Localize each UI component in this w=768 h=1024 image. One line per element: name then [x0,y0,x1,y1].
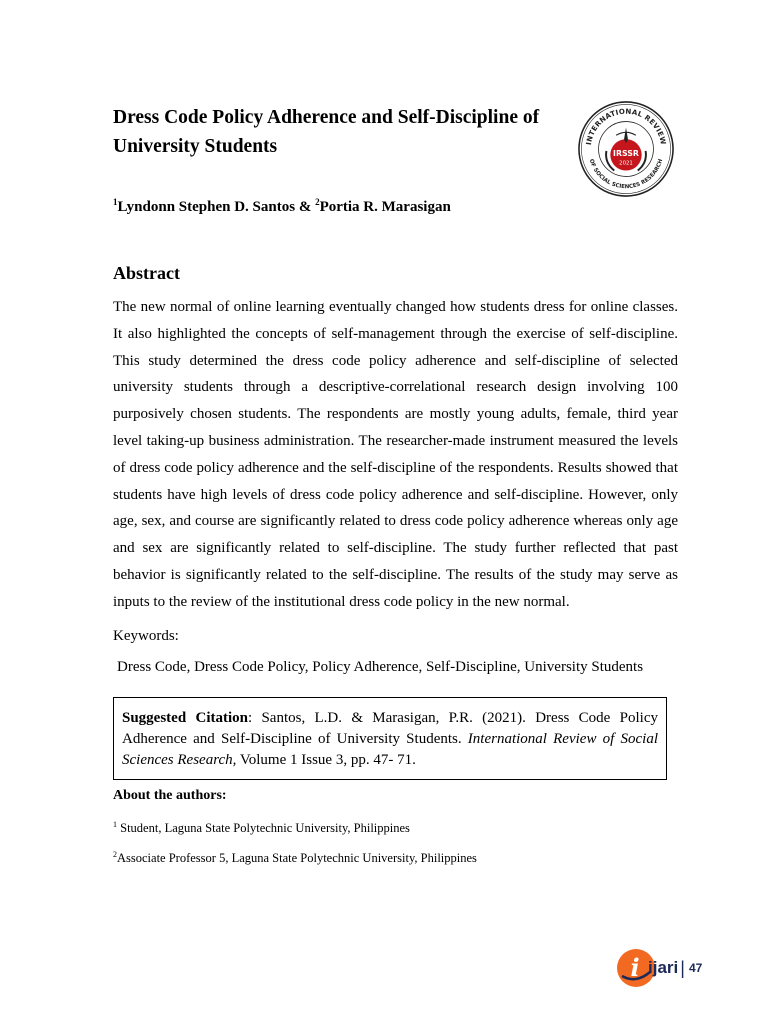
svg-text:i: i [630,953,640,982]
citation-text-a: : Santos, L.D. & Marasigan, P.R. (2021). Dress Code Policy Adherence and Self-Discipline of University Students. [122,710,658,747]
svg-text:IRSSR: IRSSR [613,148,639,158]
paper-title: Dress Code Policy Adherence and Self-Discipline of University Students [113,107,540,157]
about-authors-heading: About the authors: [113,788,227,803]
citation-label: Suggested Citation [122,710,248,726]
journal-seal-logo [577,100,675,198]
footer-separator: | [680,957,685,978]
author1-mark: 1 [113,197,118,207]
affiliation-1-mark: 1 [113,820,117,829]
affiliation-1: $^1$ Student, Laguna State Polytechnic University, Philippines [113,820,410,836]
citation-text-b: Volume 1 Issue 3, pp. 47- 71. [236,752,416,768]
author-line [113,197,451,216]
suggested-citation-box [113,697,667,780]
svg-text:INTERNATIONAL REVIEW: INTERNATIONAL REVIEW [583,106,669,146]
svg-text:OF SOCIAL SCIENCES RESEARCH: OF SOCIAL SCIENCES RESEARCH [587,158,665,191]
abstract-heading: Abstract [113,263,180,283]
affiliation-2: $^2$Associate Professor 5, Laguna State Polytechnic University, Philippines [113,850,477,866]
affiliation-2-mark: 2 [113,850,117,859]
author1-name: Lyndonn Stephen D. Santos & [117,199,316,215]
author2-name: Portia R. Marasigan [319,199,451,215]
page-number: 47 [688,961,703,975]
svg-text:2021: 2021 [619,160,633,167]
ijari-brand-text: ijari [648,958,679,977]
page-footer [616,946,702,990]
citation-journal: International Review of Social Sciences Research, [122,731,658,768]
author2-mark: 2 [315,197,320,207]
abstract-body: The new normal of online learning eventually changed how students dress for online classes. It also highlighted the concepts of self-management through the exercise of self-discipline. This study determined the dress code policy adherence and self-discipline of selected university students through a descriptive-correlational research design involving 100 purposively chosen students. The respondents are mostly young adults, female, third year level taking-up business administration. The researcher-made instrument measured the levels of dress code policy adherence and the self-discipline of the respondents. Results showed that students have high levels of dress code policy adherence and self-discipline. However, only age, sex, and course are significantly related to dress code policy adherence whereas only age and sex are significantly related to self-discipline. The study further reflected that past behavior is significantly related to the self-discipline. The results of the study may serve as inputs to the review of the institutional dress code policy in the new normal. [113,299,678,610]
keywords-heading: Keywords: [113,628,179,644]
keywords-list: Dress Code, Dress Code Policy, Policy Adherence, Self-Discipline, University Students [117,659,644,675]
